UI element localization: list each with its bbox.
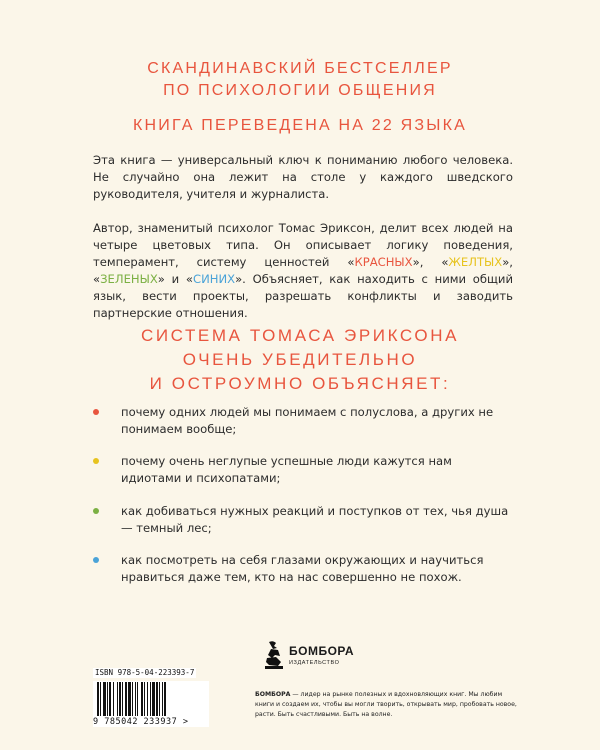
- barcode-bar: [137, 682, 138, 716]
- sep-1: », «: [412, 255, 449, 269]
- barcode-bar: [97, 682, 99, 716]
- barcode-number: 9 785042 233937 >: [93, 717, 209, 727]
- barcode-bar: [119, 682, 121, 716]
- barcode-icon: [93, 681, 209, 717]
- barcode-bar: [100, 682, 101, 716]
- barcode-bar: [128, 682, 131, 716]
- barcode-bar: [147, 682, 148, 716]
- headline-psychology: ПО ПСИХОЛОГИИ ОБЩЕНИЯ: [163, 82, 437, 99]
- bombora-logo-icon: [263, 640, 285, 670]
- barcode-bar: [144, 682, 145, 716]
- headline-bestseller: СКАНДИНАВСКИЙ БЕСТСЕЛЛЕР: [147, 60, 453, 77]
- barcode: [93, 660, 213, 727]
- publisher-description: [255, 690, 517, 720]
- barcode-bar: [156, 682, 158, 716]
- bullet-text: почему очень неглупые успешные люди кажутся нам идиотами и психопатами;: [121, 454, 452, 485]
- intro-paragraph-1: Эта книга — универсальный ключ к пониманию любого человека. Не случайно она лежит на столе у каждого шведского руководителя, учителя и журналиста.: [93, 153, 513, 201]
- bullet-item-4: [93, 552, 513, 612]
- barcode-bar: [109, 682, 111, 716]
- bullet-dot-icon: [93, 557, 99, 563]
- section-title-1: СИСТЕМА ТОМАСА ЭРИКСОНА: [140, 326, 460, 345]
- barcode-bars: [93, 681, 209, 717]
- p2-end: ». Объясняет, как находить с ними общий язык, вести проекты, разрешать конфликты и заводить партнерские отношения.: [93, 272, 513, 320]
- barcode-bar: [122, 682, 123, 716]
- bullet-dot-icon: [93, 508, 99, 514]
- section-title-2: ОЧЕНЬ УБЕДИТЕЛЬНО: [182, 350, 418, 369]
- isbn-label: ISBN 978-5-04-223393-7: [95, 668, 195, 677]
- bullet-text: как посмотреть на себя глазами окружающих и научиться нравиться даже тем, кто на нас совершенно не похож.: [121, 553, 484, 584]
- barcode-bar: [103, 682, 106, 716]
- barcode-bar: [132, 682, 133, 716]
- barcode-bar: [150, 682, 151, 716]
- barcode-bar: [141, 682, 143, 716]
- barcode-bar: [164, 682, 166, 716]
- barcode-bar: [159, 682, 160, 716]
- type-green: ЗЕЛЕНЫХ: [100, 272, 158, 286]
- barcode-bar: [152, 682, 155, 716]
- type-blue: СИНИХ: [192, 272, 236, 286]
- sep-2: », «: [93, 255, 513, 286]
- barcode-bar: [162, 682, 163, 716]
- publisher-desc-text: — лидер на рынке полезных и вдохновляющих книг. Мы любим книги и создаем их, чтобы вы могли творить, открывать мир, пробовать новое, расти. Быть счастливыми. Быть на волне.: [255, 691, 517, 718]
- publisher-subtitle: ИЗДАТЕЛЬСТВО: [289, 660, 340, 666]
- headline-translations: КНИГА ПЕРЕВЕДЕНА НА 22 ЯЗЫКА: [132, 117, 467, 134]
- type-yellow: ЖЕЛТЫХ: [448, 255, 503, 269]
- type-red: КРАСНЫХ: [354, 255, 413, 269]
- barcode-bar: [107, 682, 108, 716]
- bullet-text: как добиваться нужных реакций и поступков от тех, чья душа — темный лес;: [121, 504, 509, 535]
- bullet-dot-icon: [93, 409, 99, 415]
- bullet-text: почему одних людей мы понимаем с полуслова, а других не понимаем вообще;: [121, 405, 494, 436]
- publisher-block: [255, 640, 515, 740]
- intro-paragraph-2: [93, 220, 513, 322]
- bullet-dot-icon: [93, 458, 99, 464]
- p2-start: Автор, знаменитый психолог Томас Эриксон, делит всех людей на четыре цветовых типа. Он описывает логику поведения, темперамент, систему ценностей «: [93, 221, 513, 269]
- barcode-bar: [117, 682, 118, 716]
- section-title-3: И ОСТРОУМНО ОБЪЯСНЯЕТ:: [149, 374, 451, 393]
- barcode-bar: [135, 682, 136, 716]
- barcode-bar: [113, 682, 114, 716]
- barcode-bar: [125, 682, 127, 716]
- publisher-desc-name: БОМБОРА: [255, 691, 291, 698]
- publisher-name: БОМБОРА: [289, 644, 355, 658]
- sep-3: » и «: [157, 272, 193, 286]
